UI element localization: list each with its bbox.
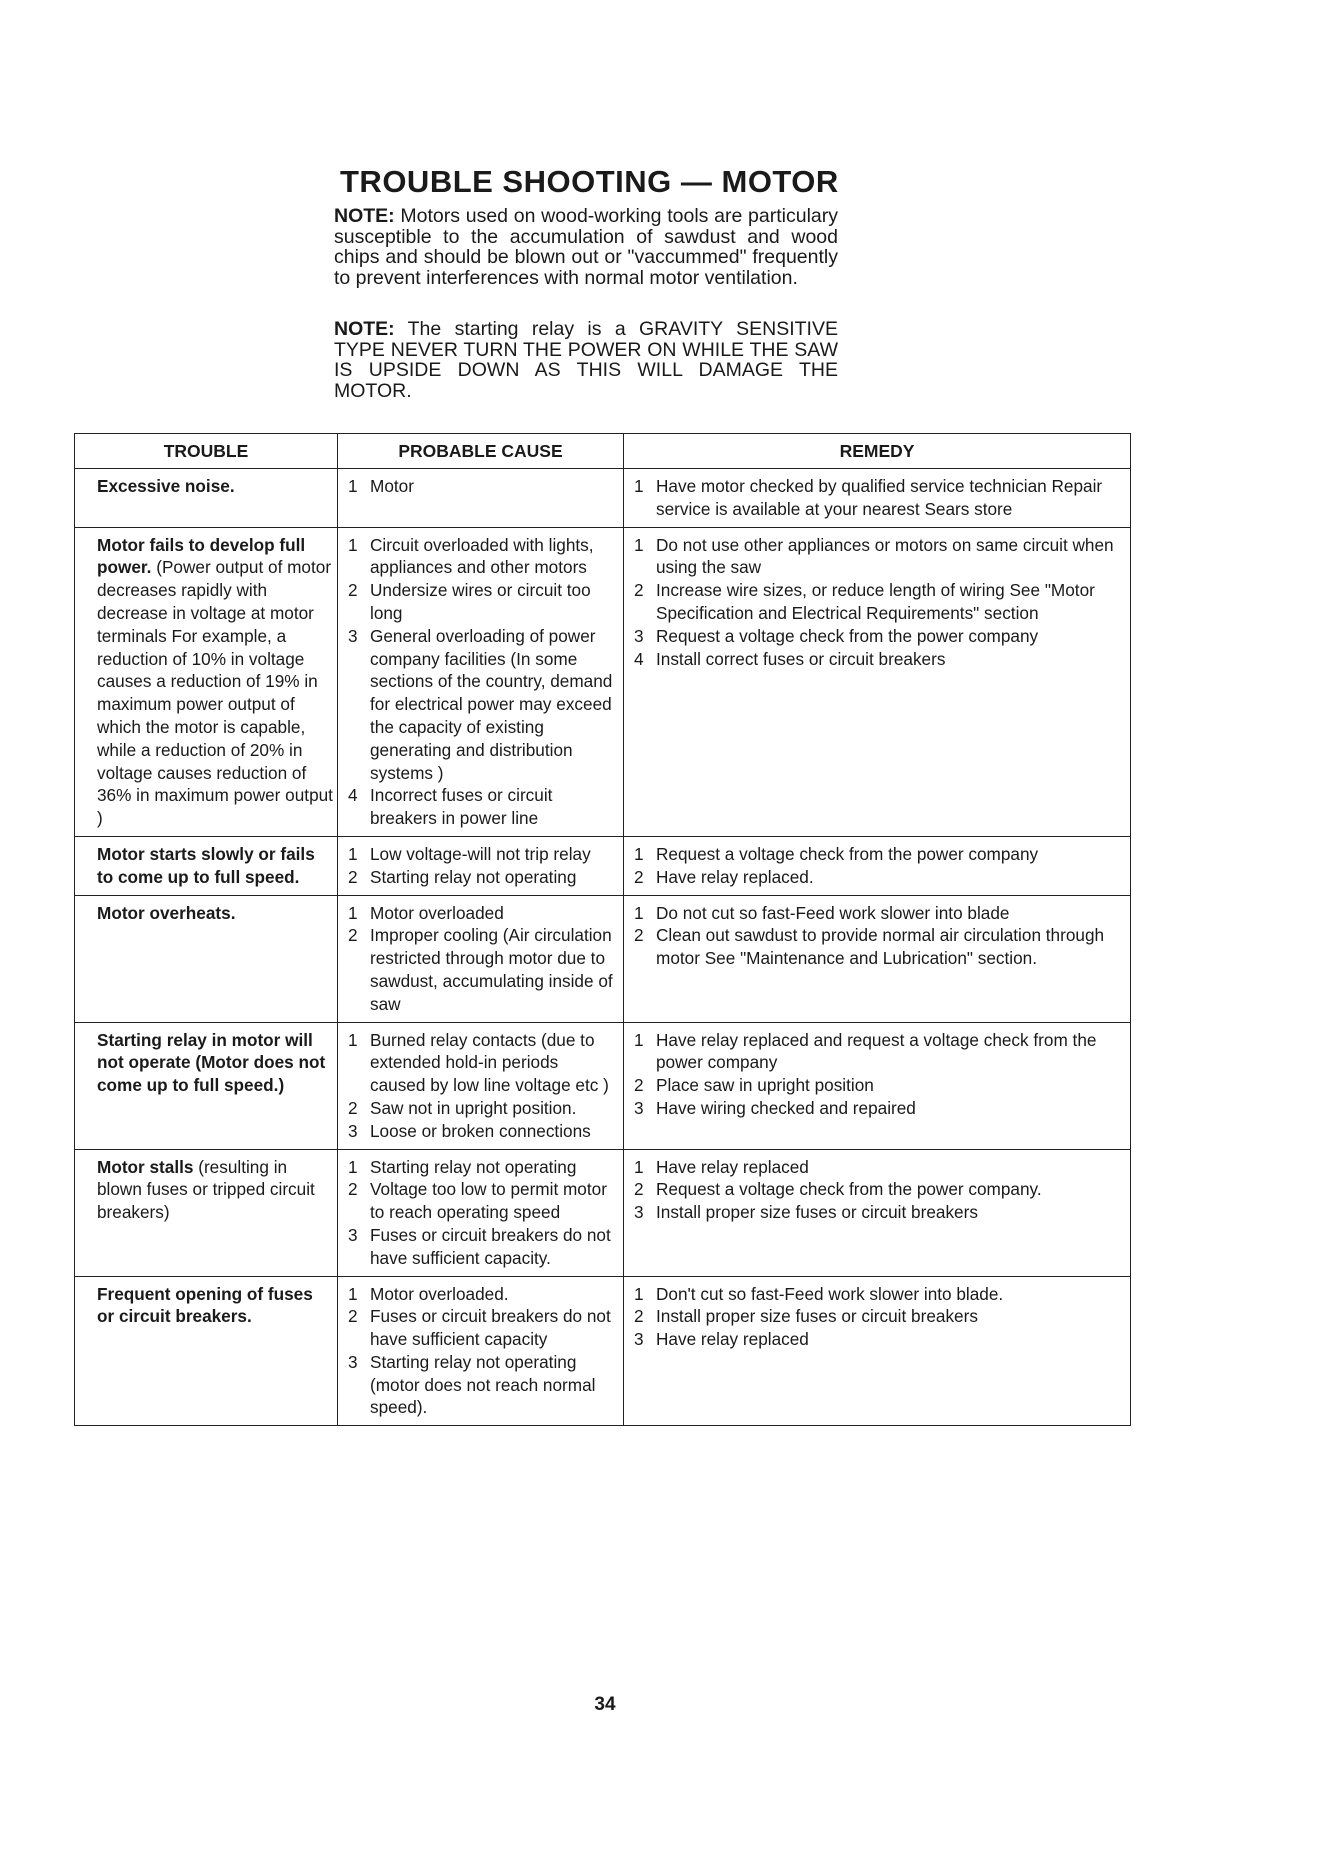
trouble-title: Motor starts slowly or fails to come up to full speed. (97, 843, 315, 887)
cause-item (346, 1178, 617, 1224)
remedy-cell (624, 1276, 1131, 1426)
cause-text: Motor overloaded (370, 902, 504, 923)
cause-text: Burned relay contacts (due to extended hold-in periods caused by low line voltage etc ) (370, 1029, 609, 1096)
cause-item (346, 902, 617, 925)
remedy-item (632, 648, 1124, 671)
remedy-list (632, 1156, 1124, 1224)
cause-text: Undersize wires or circuit too long (370, 580, 591, 623)
cause-number: 1 (348, 902, 358, 923)
note-ventilation (334, 206, 838, 288)
remedy-cell (624, 469, 1131, 528)
cause-text: Circuit overloaded with lights, appliances and other motors (370, 534, 594, 578)
remedy-text: Increase wire sizes, or reduce length of wiring See "Motor Specification and Electrical Requirements" section (656, 580, 1095, 623)
remedy-number: 1 (634, 843, 644, 864)
cause-item (346, 843, 617, 866)
remedy-item (632, 1074, 1124, 1097)
cause-number: 3 (348, 1120, 358, 1141)
trouble-cell (75, 1149, 338, 1276)
trouble-detail: (Power output of motor decreases rapidly with decrease in voltage at motor terminals For example, a reduction of 10% in voltage causes a reduction of 19% in maximum power output of which the motor is capable, while a reduction of 20% in voltage causes reduction of 36% in maximum power output ) (97, 557, 333, 829)
cause-item (346, 1305, 617, 1351)
trouble-title: Starting relay in motor will not operate (Motor does not come up to full speed.) (97, 1029, 326, 1096)
cause-text: General overloading of power company facilities (In some sections of the country, demand for electrical power may exceed the capacity of existing generating and distribution systems ) (370, 625, 613, 783)
remedy-number: 2 (634, 580, 644, 601)
remedy-text: Have relay replaced. (656, 866, 814, 887)
trouble-cell (75, 469, 338, 528)
cause-list (346, 534, 617, 830)
remedy-list (632, 902, 1124, 970)
note-text: Motors used on wood-working tools are particulary susceptible to the accumulation of sawdust and wood chips and should be blown out or "vaccummed" frequently to prevent interferences with normal motor ventilation. (334, 205, 838, 289)
remedy-number: 1 (634, 476, 644, 496)
remedy-number: 1 (634, 1283, 644, 1304)
cause-text: Incorrect fuses or circuit breakers in power line (370, 785, 553, 829)
trouble-cell (75, 1022, 338, 1149)
remedy-text: Have motor checked by qualified service technician Repair service is available at your nearest Sears store (656, 476, 1103, 519)
remedy-item (632, 902, 1124, 925)
cause-item (346, 1224, 617, 1270)
cause-item (346, 866, 617, 889)
table-row (75, 1276, 1131, 1426)
remedy-number: 3 (634, 1202, 644, 1223)
cause-text: Starting relay not operating (370, 866, 577, 887)
cause-text: Improper cooling (Air circulation restricted through motor due to sawdust, accumulating inside of saw (370, 925, 613, 1014)
cause-cell (338, 836, 624, 895)
cause-number: 2 (348, 580, 358, 601)
cause-list (346, 843, 617, 889)
cause-item (346, 579, 617, 625)
troubleshooting-table (74, 433, 1131, 1426)
remedy-number: 1 (634, 534, 644, 555)
remedy-cell (624, 1022, 1131, 1149)
cause-number: 3 (348, 625, 358, 646)
remedy-text: Have wiring checked and repaired (656, 1097, 916, 1118)
cause-cell (338, 1022, 624, 1149)
cause-list (346, 475, 617, 498)
cause-item (346, 1120, 617, 1143)
remedy-text: Install correct fuses or circuit breakers (656, 648, 946, 669)
cause-item (346, 1351, 617, 1419)
trouble-cell (75, 836, 338, 895)
table-header-row (75, 434, 1131, 469)
remedy-item (632, 1283, 1124, 1306)
remedy-item (632, 475, 1124, 521)
table-row (75, 1022, 1131, 1149)
remedy-number: 1 (634, 1029, 644, 1050)
remedy-text: Have relay replaced (656, 1329, 809, 1350)
remedy-list (632, 843, 1124, 889)
remedy-item (632, 843, 1124, 866)
remedy-cell (624, 895, 1131, 1022)
remedy-list (632, 1283, 1124, 1351)
trouble-title: Motor overheats. (97, 902, 236, 923)
trouble-cell (75, 895, 338, 1022)
header-remedy: REMEDY (624, 434, 1131, 469)
remedy-text: Clean out sawdust to provide normal air circulation through motor See "Maintenance and Lubrication" section. (656, 925, 1105, 969)
cause-text: Loose or broken connections (370, 1120, 591, 1141)
cause-item (346, 534, 617, 580)
remedy-cell (624, 527, 1131, 836)
remedy-text: Do not use other appliances or motors on same circuit when using the saw (656, 534, 1114, 578)
cause-cell (338, 469, 624, 528)
cause-number: 2 (348, 866, 358, 887)
cause-item (346, 475, 617, 498)
remedy-number: 3 (634, 1097, 644, 1118)
remedy-text: Install proper size fuses or circuit breakers (656, 1202, 978, 1223)
cause-number: 3 (348, 1224, 358, 1245)
trouble-title: Excessive noise. (97, 476, 235, 496)
remedy-list (632, 475, 1124, 521)
note-text: The starting relay is a GRAVITY SENSITIVE TYPE NEVER TURN THE POWER ON WHILE THE SAW IS UPSIDE DOWN AS THIS WILL DAMAGE THE MOTOR. (334, 318, 838, 402)
trouble-title: Motor fails to develop full power. (97, 534, 306, 578)
remedy-number: 3 (634, 625, 644, 646)
table-body (75, 469, 1131, 1426)
table-row (75, 895, 1131, 1022)
cause-item (346, 1283, 617, 1306)
cause-number: 1 (348, 1156, 358, 1177)
remedy-number: 2 (634, 1075, 644, 1096)
cause-text: Starting relay not operating (370, 1156, 577, 1177)
cause-text: Fuses or circuit breakers do not have sufficient capacity. (370, 1224, 611, 1268)
cause-text: Low voltage-will not trip relay (370, 843, 591, 864)
cause-text: Motor (370, 476, 414, 496)
cause-cell (338, 1149, 624, 1276)
page-number: 34 (594, 1694, 616, 1715)
trouble-cell (75, 1276, 338, 1426)
remedy-text: Place saw in upright position (656, 1075, 874, 1096)
remedy-item (632, 579, 1124, 625)
remedy-list (632, 534, 1124, 671)
trouble-title: Motor stalls (97, 1156, 194, 1177)
remedy-text: Don't cut so fast-Feed work slower into blade. (656, 1283, 1004, 1304)
remedy-item (632, 1328, 1124, 1351)
remedy-item (632, 534, 1124, 580)
table-row (75, 836, 1131, 895)
remedy-item (632, 1029, 1124, 1075)
remedy-item (632, 1305, 1124, 1328)
cause-number: 3 (348, 1351, 358, 1372)
table-row (75, 527, 1131, 836)
cause-cell (338, 1276, 624, 1426)
note-gravity-relay (334, 319, 838, 401)
cause-item (346, 924, 617, 1015)
remedy-text: Request a voltage check from the power company. (656, 1179, 1042, 1200)
remedy-text: Request a voltage check from the power company (656, 843, 1039, 864)
cause-cell (338, 527, 624, 836)
remedy-number: 1 (634, 902, 644, 923)
cause-list (346, 1029, 617, 1143)
remedy-item (632, 625, 1124, 648)
remedy-text: Have relay replaced and request a voltage check from the power company (656, 1029, 1097, 1073)
remedy-number: 2 (634, 866, 644, 887)
table-row (75, 1149, 1131, 1276)
cause-text: Fuses or circuit breakers do not have sufficient capacity (370, 1306, 611, 1350)
table-row (75, 469, 1131, 528)
cause-text: Starting relay not operating (motor does not reach normal speed). (370, 1351, 596, 1418)
page-title: TROUBLE SHOOTING — MOTOR (340, 164, 839, 199)
remedy-item (632, 1097, 1124, 1120)
note-label: NOTE: (334, 318, 395, 340)
remedy-item (632, 1156, 1124, 1179)
cause-text: Saw not in upright position. (370, 1097, 577, 1118)
remedy-list (632, 1029, 1124, 1120)
remedy-number: 3 (634, 1329, 644, 1350)
remedy-cell (624, 836, 1131, 895)
cause-number: 1 (348, 843, 358, 864)
remedy-cell (624, 1149, 1131, 1276)
remedy-number: 1 (634, 1156, 644, 1177)
header-probable-cause: PROBABLE CAUSE (338, 434, 624, 469)
cause-item (346, 1156, 617, 1179)
remedy-text: Request a voltage check from the power company (656, 625, 1039, 646)
cause-number: 4 (348, 785, 358, 806)
cause-text: Motor overloaded. (370, 1283, 509, 1304)
remedy-text: Install proper size fuses or circuit breakers (656, 1306, 978, 1327)
cause-cell (338, 895, 624, 1022)
remedy-number: 2 (634, 1179, 644, 1200)
remedy-item (632, 1201, 1124, 1224)
note-label: NOTE: (334, 205, 395, 227)
cause-text: Voltage too low to permit motor to reach operating speed (370, 1179, 607, 1223)
remedy-number: 4 (634, 648, 644, 669)
cause-item (346, 1097, 617, 1120)
cause-item (346, 625, 617, 785)
cause-number: 1 (348, 476, 358, 496)
remedy-number: 2 (634, 925, 644, 946)
trouble-title: Frequent opening of fuses or circuit breakers. (97, 1283, 313, 1327)
remedy-number: 2 (634, 1306, 644, 1327)
cause-item (346, 784, 617, 830)
remedy-text: Have relay replaced (656, 1156, 809, 1177)
trouble-detail: (resulting in blown fuses or tripped circuit breakers) (97, 1156, 315, 1223)
cause-number: 2 (348, 1179, 358, 1200)
header-trouble: TROUBLE (75, 434, 338, 469)
remedy-item (632, 866, 1124, 889)
remedy-item (632, 1178, 1124, 1201)
cause-list (346, 1283, 617, 1420)
cause-number: 2 (348, 1097, 358, 1118)
cause-number: 1 (348, 1283, 358, 1304)
cause-number: 1 (348, 534, 358, 555)
trouble-cell (75, 527, 338, 836)
cause-number: 2 (348, 925, 358, 946)
cause-list (346, 902, 617, 1016)
remedy-text: Do not cut so fast-Feed work slower into blade (656, 902, 1010, 923)
cause-list (346, 1156, 617, 1270)
cause-item (346, 1029, 617, 1097)
cause-number: 2 (348, 1306, 358, 1327)
cause-number: 1 (348, 1029, 358, 1050)
remedy-item (632, 924, 1124, 970)
